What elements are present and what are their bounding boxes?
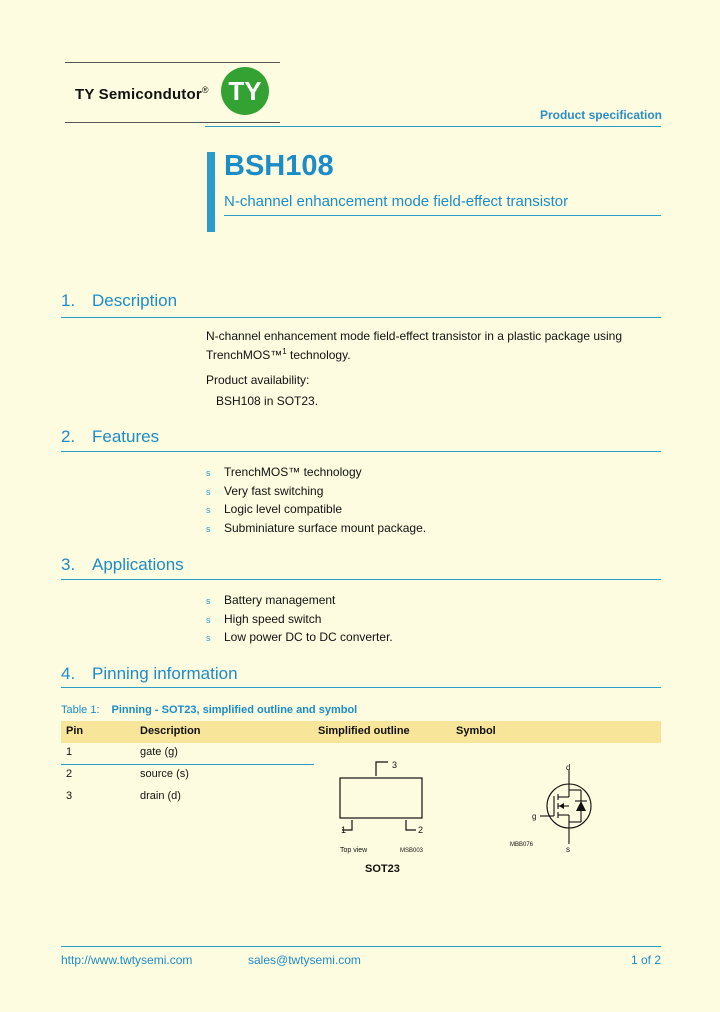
title-rule (224, 215, 661, 216)
row-2-pin: 2 (66, 768, 73, 780)
features-item-text: TrenchMOS™ technology (224, 465, 362, 479)
section-title: Applications (92, 555, 184, 574)
footer-page-number: 1 of 2 (630, 953, 661, 967)
row-1-desc: gate (g) (140, 746, 178, 758)
description-line-2 (206, 344, 622, 363)
title-accent-bar (207, 152, 215, 232)
bullet-marker: s (206, 614, 211, 625)
table-row-rule (61, 764, 314, 765)
section-features-heading (61, 427, 159, 447)
features-item-text: Logic level compatible (224, 502, 343, 516)
description-text (206, 328, 622, 363)
col-header-symbol: Symbol (456, 725, 496, 737)
pin2-lead (406, 820, 416, 830)
applications-item (206, 630, 393, 644)
pin3-lead (376, 762, 388, 776)
row-1-pin: 1 (66, 746, 73, 758)
gate-label: g (532, 812, 537, 821)
registered-mark: ® (201, 85, 209, 95)
bullet-marker: s (206, 505, 211, 515)
package-name: SOT23 (365, 863, 400, 875)
source-label: s (566, 845, 570, 854)
part-subtitle: N-channel enhancement mode field-effect transistor (224, 193, 569, 210)
section-rule (61, 451, 661, 452)
logo-text: TY (228, 75, 262, 106)
body-diode (576, 801, 586, 811)
section-number: 2. (61, 427, 76, 446)
section-rule (61, 687, 661, 688)
availability-value: BSH108 in SOT23. (216, 394, 319, 408)
top-view-label: Top view (340, 847, 368, 854)
section-rule (61, 579, 661, 580)
col-header-description: Description (140, 725, 201, 737)
col-header-outline: Simplified outline (318, 725, 410, 737)
section-description-heading (61, 291, 177, 311)
trenchmos-text: TrenchMOS™ (206, 348, 283, 362)
pin1-label: 1 (341, 825, 347, 835)
col-header-pin: Pin (66, 725, 84, 737)
outline-code: MSB003 (400, 848, 424, 854)
footer-url[interactable]: http://www.twtysemi.com (61, 953, 193, 967)
row-3-desc: drain (d) (140, 790, 181, 802)
bullet-marker: s (206, 486, 211, 497)
features-item (206, 465, 362, 479)
row-2-desc: source (s) (140, 768, 189, 780)
applications-item (206, 593, 335, 607)
applications-item (206, 612, 321, 626)
company-logo (221, 67, 269, 115)
drain-label: d (566, 763, 571, 772)
section-rule (61, 317, 661, 318)
section-number: 3. (61, 555, 76, 574)
company-name (75, 85, 209, 103)
bullet-marker: s (206, 468, 211, 478)
features-item-text: Very fast switching (224, 483, 324, 498)
applications-item-text: High speed switch (224, 611, 322, 626)
section-title: Features (92, 427, 160, 446)
package-body (340, 778, 422, 818)
pin2-label: 2 (418, 825, 424, 835)
applications-item-text: Low power DC to DC converter. (224, 630, 393, 644)
section-pinning-heading (61, 664, 238, 684)
header-rule-bottom (65, 122, 280, 123)
section-title: Description (92, 291, 178, 310)
footer-email[interactable]: sales@twtysemi.com (248, 953, 361, 967)
footer-rule (61, 946, 661, 947)
row-3-pin: 3 (66, 790, 73, 802)
section-number: 4. (61, 664, 76, 683)
company-name-text: TY Semicondutor (75, 86, 202, 103)
sot23-outline-diagram (330, 752, 440, 877)
section-number: 1. (61, 291, 76, 310)
symbol-code: MBB076 (510, 842, 534, 848)
channel-arrow (559, 803, 564, 809)
description-line-1: N-channel enhancement mode field-effect transistor in a plastic package using (206, 329, 623, 343)
part-number: BSH108 (224, 150, 334, 182)
table-caption (61, 704, 357, 716)
table-caption-text: Pinning - SOT23, simplified outline and symbol (111, 704, 358, 716)
doc-type-rule (205, 126, 661, 127)
footnote-marker: 1 (282, 347, 287, 356)
applications-item-text: Battery management (224, 593, 336, 607)
section-title: Pinning information (92, 664, 238, 683)
bullet-marker: s (206, 523, 211, 534)
header-rule-top (65, 62, 280, 63)
bullet-marker: s (206, 596, 211, 606)
mosfet-symbol-diagram (510, 762, 610, 854)
doc-type: Product specification (539, 108, 662, 122)
features-item (206, 484, 323, 498)
section-applications-heading (61, 555, 184, 575)
table-caption-label: Table 1: (61, 704, 100, 716)
bullet-marker: s (206, 633, 211, 643)
features-item (206, 521, 426, 535)
description-line-2-end: technology. (286, 348, 351, 362)
availability-label: Product availability: (206, 373, 310, 387)
pin3-label: 3 (392, 760, 398, 770)
features-item-text: Subminiature surface mount package. (224, 520, 427, 535)
features-item (206, 502, 342, 516)
